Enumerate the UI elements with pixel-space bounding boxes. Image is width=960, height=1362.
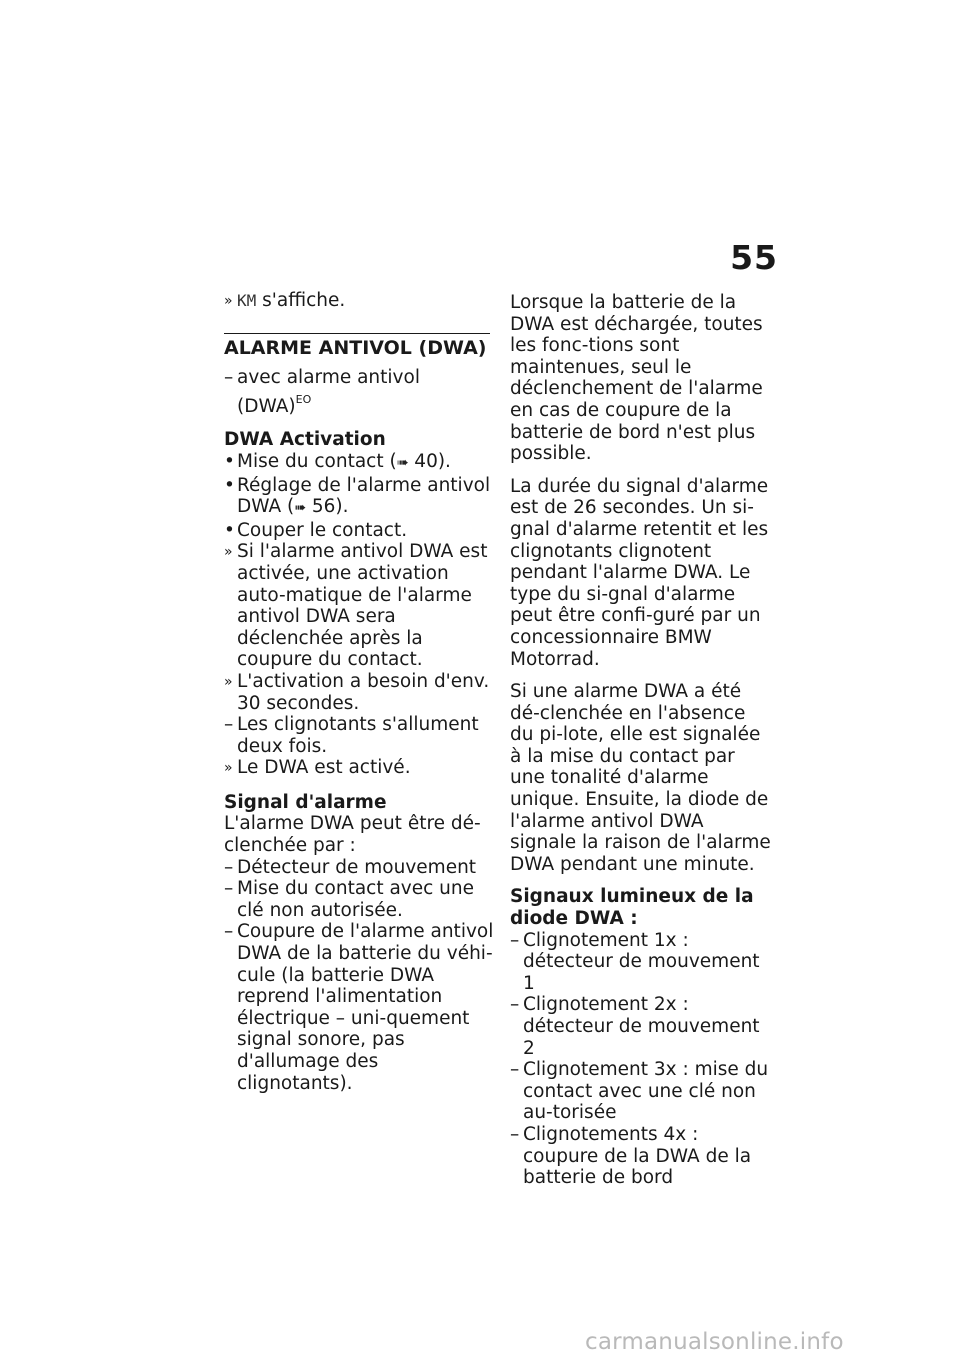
page-reference-arrow-icon: ➠ <box>396 454 409 471</box>
list-item: – Clignotement 2x : détecteur de mouvement 2 <box>510 994 760 1059</box>
list-item: – Les clignotants s'allument deux fois. <box>224 714 479 757</box>
bullet-marker: • <box>224 450 235 472</box>
dash-marker: – <box>224 367 234 389</box>
km-line-text: s'affiche. <box>262 290 346 311</box>
page-reference-arrow-icon: ➠ <box>294 500 307 517</box>
list-item: – Clignotement 3x : mise du contact avec une clé non au-torisée <box>510 1059 769 1124</box>
list-item: – Clignotement 1x : détecteur de mouvement 1 <box>510 929 760 994</box>
dash-marker: – <box>510 1059 520 1081</box>
paragraph: Si une alarme DWA a été dé-clenchée en l'absence du pi-lote, elle est signalée à la mise du contact par une tonalité d'alarme unique. Ensuite, la diode de l'alarme antivol DWA signale la raison de l'alarme DWA pendant une minute. <box>510 681 771 875</box>
section-title: ALARME ANTIVOL (DWA) <box>224 333 490 360</box>
dash-marker: – <box>510 929 520 951</box>
diode-list <box>510 930 772 1189</box>
list-item: – Clignotements 4x : coupure de la DWA de la batterie de bord <box>510 1123 752 1189</box>
list-item: – Mise du contact avec une clé non autorisée. <box>224 878 475 921</box>
km-display-line <box>224 290 496 313</box>
list-item: • Couper le contact. <box>224 519 408 541</box>
result-marker: » <box>224 760 233 777</box>
list-item: – Coupure de l'alarme antivol DWA de la batterie du véhi-cule (la batterie DWA reprend l'alimentation électrique – uni-quement signal sonore, pas d'allumage des clignotants). <box>224 921 494 1094</box>
dash-marker: – <box>224 714 234 736</box>
list-item: » Le DWA est activé. <box>224 757 411 779</box>
result-marker: » <box>224 293 233 309</box>
diode-heading: Signaux lumineux de la diode DWA : <box>510 886 754 930</box>
list-item: » L'activation a besoin d'env. 30 secondes. <box>224 670 490 714</box>
paragraph: La durée du signal d'alarme est de 26 secondes. Un si-gnal d'alarme retentit et les clignotants clignotent pendant l'alarme DWA. Le type du si-gnal d'alarme peut être confi-guré par un concessionnaire BMW Motorrad. <box>510 475 769 670</box>
bullet-marker: • <box>224 519 235 541</box>
page-number: 55 <box>730 238 778 277</box>
km-display-icon: KM <box>237 291 257 310</box>
activation-heading: DWA Activation <box>224 429 386 451</box>
bullet-marker: • <box>224 474 235 496</box>
dash-marker: – <box>224 878 234 900</box>
signal-list <box>224 857 496 1095</box>
right-column <box>510 292 772 1189</box>
paragraph: Lorsque la batterie de la DWA est déchargée, toutes les fonc-tions sont maintenues, seul le déclenchement de l'alarme en cas de coupure de la batterie de bord n'est plus possible. <box>510 292 763 465</box>
dash-marker: – <box>510 994 520 1016</box>
list-item: – Détecteur de mouvement <box>224 856 477 878</box>
option-superscript: EO <box>295 392 312 406</box>
option-text: avec alarme antivol (DWA) <box>237 367 420 417</box>
list-item: • Mise du contact (➠ 40). <box>224 451 496 475</box>
dash-marker: – <box>224 921 234 943</box>
signal-heading: Signal d'alarme <box>224 791 387 813</box>
list-item: • Réglage de l'alarme antivol DWA (➠ 56). <box>224 475 496 520</box>
dash-marker: – <box>224 856 234 878</box>
signal-intro: L'alarme DWA peut être dé-clenchée par : <box>224 813 481 857</box>
left-column <box>224 290 496 1094</box>
result-marker: » <box>224 673 233 690</box>
result-marker: » <box>224 544 233 561</box>
list-item: » Si l'alarme antivol DWA est activée, une activation auto-matique de l'alarme antivol DWA sera déclenchée après la coupure du contact. <box>224 541 488 671</box>
watermark: carmanualsonline.info <box>585 1329 844 1355</box>
dash-marker: – <box>510 1123 520 1145</box>
activation-list <box>224 451 496 780</box>
option-line <box>224 367 496 417</box>
